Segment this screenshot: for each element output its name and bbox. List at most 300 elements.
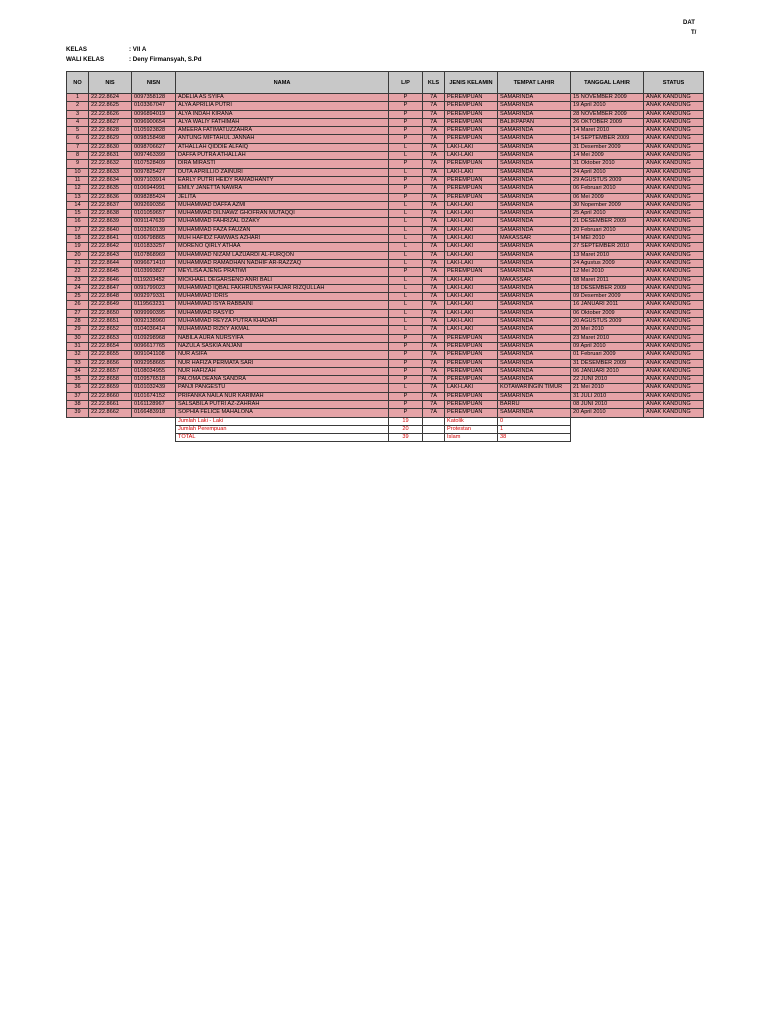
class-cell: 7A xyxy=(423,201,445,209)
nisn-cell: 0161128967 xyxy=(132,400,176,408)
table-row xyxy=(67,143,704,151)
row-number: 14 xyxy=(67,201,89,209)
class-cell: 7A xyxy=(423,152,445,160)
status-cell: ANAK KANDUNG xyxy=(644,143,704,151)
nis-cell: 22.22.8641 xyxy=(89,235,132,243)
nis-cell: 22.22.8647 xyxy=(89,284,132,292)
table-row xyxy=(67,351,704,359)
birthplace-cell: BARRU xyxy=(498,400,571,408)
row-number: 10 xyxy=(67,168,89,176)
row-number: 3 xyxy=(67,110,89,118)
nisn-cell: 0096671410 xyxy=(132,259,176,267)
gender-cell: PEREMPUAN xyxy=(445,185,498,193)
gender-cell: LAKI-LAKI xyxy=(445,218,498,226)
gender-code-cell: L xyxy=(389,284,423,292)
birthdate-cell: 20 Februari 2010 xyxy=(571,226,644,234)
gender-cell: PEREMPUAN xyxy=(445,193,498,201)
birthplace-cell: SAMARINDA xyxy=(498,110,571,118)
birthplace-cell: SAMARINDA xyxy=(498,160,571,168)
name-cell: ANTUNG MIFTAHUL JANNAH xyxy=(176,135,389,143)
gender-cell: PEREMPUAN xyxy=(445,135,498,143)
class-cell: 7A xyxy=(423,392,445,400)
name-cell: MUH HAFIDZ FAWWAS AZHARI xyxy=(176,235,389,243)
nisn-cell: 0104036414 xyxy=(132,326,176,334)
class-cell: 7A xyxy=(423,326,445,334)
nisn-cell: 0103993827 xyxy=(132,268,176,276)
nisn-cell: 0166483918 xyxy=(132,409,176,417)
table-row xyxy=(67,400,704,408)
nis-cell: 22.22.8645 xyxy=(89,268,132,276)
table-row xyxy=(67,243,704,251)
nisn-cell: 0097358128 xyxy=(132,94,176,102)
row-number: 32 xyxy=(67,351,89,359)
status-cell: ANAK KANDUNG xyxy=(644,226,704,234)
birthplace-cell: SAMARINDA xyxy=(498,334,571,342)
class-cell: 7A xyxy=(423,185,445,193)
name-cell: JELITA xyxy=(176,193,389,201)
gender-code-cell: P xyxy=(389,268,423,276)
gender-cell: PEREMPUAN xyxy=(445,334,498,342)
row-number: 13 xyxy=(67,193,89,201)
row-number: 22 xyxy=(67,268,89,276)
birthplace-cell: SAMARINDA xyxy=(498,293,571,301)
birthdate-cell: 25 April 2010 xyxy=(571,210,644,218)
gender-cell: LAKI-LAKI xyxy=(445,326,498,334)
table-row xyxy=(67,127,704,135)
birthplace-cell: SAMARINDA xyxy=(498,359,571,367)
birthdate-cell: 14 SEPTEMBER 2009 xyxy=(571,135,644,143)
gender-code-cell: L xyxy=(389,143,423,151)
birthplace-cell: SAMARINDA xyxy=(498,409,571,417)
table-row xyxy=(67,168,704,176)
birthdate-cell: 20 April 2010 xyxy=(571,409,644,417)
gender-code-cell: L xyxy=(389,309,423,317)
name-cell: PALOMA DEANA SANDRA xyxy=(176,376,389,384)
gender-code-cell: L xyxy=(389,251,423,259)
nisn-cell: 0092690356 xyxy=(132,201,176,209)
birthdate-cell: 19 April 2010 xyxy=(571,102,644,110)
birthdate-cell: 27 SEPTEMBER 2010 xyxy=(571,243,644,251)
table-row xyxy=(67,376,704,384)
nisn-cell: 0091041108 xyxy=(132,351,176,359)
gender-cell: PEREMPUAN xyxy=(445,376,498,384)
summary-value: 19 xyxy=(389,417,423,425)
status-cell: ANAK KANDUNG xyxy=(644,176,704,184)
status-cell: ANAK KANDUNG xyxy=(644,351,704,359)
status-cell: ANAK KANDUNG xyxy=(644,168,704,176)
col-header: NO xyxy=(67,72,89,94)
nis-cell: 22.22.8649 xyxy=(89,301,132,309)
birthplace-cell: SAMARINDA xyxy=(498,251,571,259)
name-cell: MUHAMMAD DILNAWZ GHOFRAN MUTAQQI xyxy=(176,210,389,218)
table-row xyxy=(67,201,704,209)
nis-cell: 22.22.8638 xyxy=(89,210,132,218)
row-number: 11 xyxy=(67,176,89,184)
birthdate-cell: 12 Mei 2010 xyxy=(571,268,644,276)
name-cell: PRIFANKA NAILA NUR KARIMAH xyxy=(176,392,389,400)
nisn-cell: 0106944991 xyxy=(132,185,176,193)
religion-value: 38 xyxy=(498,434,571,442)
birthplace-cell: MAKASSAR xyxy=(498,235,571,243)
gender-cell: PEREMPUAN xyxy=(445,118,498,126)
birthdate-cell: 29 AGUSTUS 2009 xyxy=(571,176,644,184)
row-number: 35 xyxy=(67,376,89,384)
birthdate-cell: 24 April 2010 xyxy=(571,168,644,176)
nisn-cell: 0098285424 xyxy=(132,193,176,201)
class-cell: 7A xyxy=(423,210,445,218)
table-row xyxy=(67,259,704,267)
gender-cell: LAKI-LAKI xyxy=(445,152,498,160)
birthplace-cell: SAMARINDA xyxy=(498,259,571,267)
status-cell: ANAK KANDUNG xyxy=(644,110,704,118)
gender-code-cell: P xyxy=(389,351,423,359)
name-cell: DUTA APRILLIO ZAINURI xyxy=(176,168,389,176)
gender-code-cell: L xyxy=(389,168,423,176)
class-cell: 7A xyxy=(423,176,445,184)
status-cell: ANAK KANDUNG xyxy=(644,201,704,209)
table-row xyxy=(67,318,704,326)
birthdate-cell: 08 Maret 2011 xyxy=(571,276,644,284)
status-cell: ANAK KANDUNG xyxy=(644,235,704,243)
name-cell: MICKHAEL DEGARSENO ANRI BALI xyxy=(176,276,389,284)
gender-code-cell: L xyxy=(389,259,423,267)
name-cell: ATHALLAH QIDDIE ALFAIQ xyxy=(176,143,389,151)
gender-code-cell: L xyxy=(389,384,423,392)
nisn-cell: 0107868969 xyxy=(132,251,176,259)
table-header-row xyxy=(67,72,704,94)
gender-code-cell: P xyxy=(389,94,423,102)
nis-cell: 22.22.8650 xyxy=(89,309,132,317)
birthdate-cell: 14 Maret 2010 xyxy=(571,127,644,135)
nis-cell: 22.22.8625 xyxy=(89,102,132,110)
gender-code-cell: L xyxy=(389,318,423,326)
nis-cell: 22.22.8653 xyxy=(89,334,132,342)
kelas-line xyxy=(66,46,146,53)
table-row xyxy=(67,359,704,367)
status-cell: ANAK KANDUNG xyxy=(644,326,704,334)
table-row xyxy=(67,251,704,259)
nisn-cell: 0106798865 xyxy=(132,235,176,243)
birthdate-cell: 26 OKTOBER 2009 xyxy=(571,118,644,126)
row-number: 39 xyxy=(67,409,89,417)
class-cell: 7A xyxy=(423,318,445,326)
table-row xyxy=(67,309,704,317)
nisn-cell: 0119563231 xyxy=(132,301,176,309)
gender-cell: LAKI-LAKI xyxy=(445,276,498,284)
nis-cell: 22.22.8659 xyxy=(89,384,132,392)
row-number: 38 xyxy=(67,400,89,408)
class-cell: 7A xyxy=(423,218,445,226)
birthplace-cell: KOTAWARINGIN TIMUR xyxy=(498,384,571,392)
gender-code-cell: L xyxy=(389,226,423,234)
wali-kelas-line xyxy=(66,56,202,63)
nis-cell: 22.22.8634 xyxy=(89,176,132,184)
name-cell: AMEERA FATIMATUZZAHRA xyxy=(176,127,389,135)
row-number: 9 xyxy=(67,160,89,168)
row-number: 30 xyxy=(67,334,89,342)
nis-cell: 22.22.8624 xyxy=(89,94,132,102)
birthdate-cell: 06 Mei 2009 xyxy=(571,193,644,201)
gender-cell: LAKI-LAKI xyxy=(445,243,498,251)
nis-cell: 22.22.8651 xyxy=(89,318,132,326)
wali-kelas-value: : Deny Firmansyah, S.Pd xyxy=(129,56,202,63)
birthdate-cell: 20 Mei 2010 xyxy=(571,326,644,334)
gender-cell: PEREMPUAN xyxy=(445,392,498,400)
birthdate-cell: 24 Agustus 2009 xyxy=(571,259,644,267)
status-cell: ANAK KANDUNG xyxy=(644,218,704,226)
class-cell: 7A xyxy=(423,367,445,375)
wali-kelas-label: WALI KELAS xyxy=(66,56,105,63)
nis-cell: 22.22.8632 xyxy=(89,160,132,168)
birthplace-cell: SAMARINDA xyxy=(498,102,571,110)
table-row xyxy=(67,284,704,292)
table-row xyxy=(67,160,704,168)
status-cell: ANAK KANDUNG xyxy=(644,384,704,392)
birthplace-cell: SAMARINDA xyxy=(498,135,571,143)
status-cell: ANAK KANDUNG xyxy=(644,342,704,350)
row-number: 25 xyxy=(67,293,89,301)
birthdate-cell: 06 Oktober 2009 xyxy=(571,309,644,317)
nis-cell: 22.22.8662 xyxy=(89,409,132,417)
gender-cell: PEREMPUAN xyxy=(445,400,498,408)
nisn-cell: 0097103914 xyxy=(132,176,176,184)
status-cell: ANAK KANDUNG xyxy=(644,127,704,135)
birthplace-cell: SAMARINDA xyxy=(498,210,571,218)
table-row xyxy=(67,110,704,118)
nisn-cell: 0109298968 xyxy=(132,334,176,342)
birthdate-cell: 15 NOVEMBER 2009 xyxy=(571,94,644,102)
class-cell: 7A xyxy=(423,409,445,417)
row-number: 31 xyxy=(67,342,89,350)
name-cell: EARLY PUTRI HEIDY RAMADHANTY xyxy=(176,176,389,184)
nis-cell: 22.22.8629 xyxy=(89,135,132,143)
table-row xyxy=(67,135,704,143)
class-cell: 7A xyxy=(423,276,445,284)
birthplace-cell: SAMARINDA xyxy=(498,218,571,226)
gender-code-cell: L xyxy=(389,210,423,218)
birthplace-cell: SAMARINDA xyxy=(498,176,571,184)
birthdate-cell: 31 Oktober 2010 xyxy=(571,160,644,168)
status-cell: ANAK KANDUNG xyxy=(644,160,704,168)
name-cell: MUHAMMAD RIZKY AKMAL xyxy=(176,326,389,334)
status-cell: ANAK KANDUNG xyxy=(644,94,704,102)
nis-cell: 22.22.8652 xyxy=(89,326,132,334)
nis-cell: 22.22.8639 xyxy=(89,218,132,226)
status-cell: ANAK KANDUNG xyxy=(644,367,704,375)
row-number: 24 xyxy=(67,284,89,292)
class-cell: 7A xyxy=(423,143,445,151)
nisn-cell: 0103260139 xyxy=(132,226,176,234)
table-row xyxy=(67,409,704,417)
birthdate-cell: 14 MEI 2010 xyxy=(571,235,644,243)
nis-cell: 22.22.8627 xyxy=(89,118,132,126)
table-row xyxy=(67,226,704,234)
nisn-cell: 0091147639 xyxy=(132,218,176,226)
status-cell: ANAK KANDUNG xyxy=(644,251,704,259)
nis-cell: 22.22.8640 xyxy=(89,226,132,234)
nisn-cell: 0092958665 xyxy=(132,359,176,367)
col-header: TEMPAT LAHIR xyxy=(498,72,571,94)
birthplace-cell: SAMARINDA xyxy=(498,326,571,334)
name-cell: DAFFA PUTRA ATHALLAH xyxy=(176,152,389,160)
birthplace-cell: SAMARINDA xyxy=(498,168,571,176)
status-cell: ANAK KANDUNG xyxy=(644,309,704,317)
religion-label: Islam xyxy=(445,434,498,442)
gender-code-cell: P xyxy=(389,342,423,350)
gender-cell: PEREMPUAN xyxy=(445,342,498,350)
row-number: 4 xyxy=(67,118,89,126)
gender-code-cell: P xyxy=(389,367,423,375)
gender-cell: LAKI-LAKI xyxy=(445,284,498,292)
row-number: 18 xyxy=(67,235,89,243)
name-cell: MUHAMMAD IDRIS xyxy=(176,293,389,301)
table-row xyxy=(67,185,704,193)
class-cell: 7A xyxy=(423,243,445,251)
gender-code-cell: P xyxy=(389,127,423,135)
birthplace-cell: BALIKPAPAN xyxy=(498,118,571,126)
class-cell: 7A xyxy=(423,127,445,135)
nis-cell: 22.22.8660 xyxy=(89,392,132,400)
class-cell: 7A xyxy=(423,226,445,234)
religion-value: 1 xyxy=(498,425,571,433)
summary-row xyxy=(67,417,704,425)
birthdate-cell: 14 Mei 2009 xyxy=(571,152,644,160)
page-corner-text-1: DAT xyxy=(683,20,695,26)
nisn-cell: 0119203452 xyxy=(132,276,176,284)
gender-code-cell: P xyxy=(389,118,423,126)
gender-code-cell: P xyxy=(389,400,423,408)
birthplace-cell: SAMARINDA xyxy=(498,342,571,350)
nis-cell: 22.22.8642 xyxy=(89,243,132,251)
status-cell: ANAK KANDUNG xyxy=(644,400,704,408)
gender-code-cell: P xyxy=(389,193,423,201)
row-number: 21 xyxy=(67,259,89,267)
name-cell: NAZULA SASKIA ANJANI xyxy=(176,342,389,350)
religion-label: Katolik xyxy=(445,417,498,425)
birthdate-cell: 18 DESEMBER 2009 xyxy=(571,284,644,292)
name-cell: ALYA APRILIA PUTRI xyxy=(176,102,389,110)
gender-cell: LAKI-LAKI xyxy=(445,210,498,218)
birthdate-cell: 28 NOVEMBER 2009 xyxy=(571,110,644,118)
row-number: 2 xyxy=(67,102,89,110)
name-cell: MUHAMMAD REYZA PUTRA KHADAFI xyxy=(176,318,389,326)
class-cell: 7A xyxy=(423,301,445,309)
name-cell: MUHAMMAD DAFFA AZMI xyxy=(176,201,389,209)
class-cell: 7A xyxy=(423,359,445,367)
class-cell: 7A xyxy=(423,351,445,359)
nis-cell: 22.22.8644 xyxy=(89,259,132,267)
status-cell: ANAK KANDUNG xyxy=(644,318,704,326)
nis-cell: 22.22.8631 xyxy=(89,152,132,160)
class-cell: 7A xyxy=(423,251,445,259)
status-cell: ANAK KANDUNG xyxy=(644,276,704,284)
gender-cell: PEREMPUAN xyxy=(445,110,498,118)
nisn-cell: 0107528409 xyxy=(132,160,176,168)
gender-cell: LAKI-LAKI xyxy=(445,293,498,301)
nisn-cell: 0108034955 xyxy=(132,367,176,375)
nisn-cell: 0103367047 xyxy=(132,102,176,110)
birthplace-cell: MAKASSAR xyxy=(498,276,571,284)
table-row xyxy=(67,326,704,334)
table-row xyxy=(67,176,704,184)
nisn-cell: 0091799023 xyxy=(132,284,176,292)
table-row xyxy=(67,235,704,243)
nisn-cell: 0109576518 xyxy=(132,376,176,384)
name-cell: MORENO QIRLY ATHAA xyxy=(176,243,389,251)
nisn-cell: 0092979331 xyxy=(132,293,176,301)
birthplace-cell: SAMARINDA xyxy=(498,201,571,209)
table-row xyxy=(67,193,704,201)
gender-code-cell: L xyxy=(389,301,423,309)
birthdate-cell: 08 JUNI 2010 xyxy=(571,400,644,408)
gender-code-cell: P xyxy=(389,185,423,193)
name-cell: MUHAMMAD IQBAL FAKHRUNSYAH FAJAR RIZQULLAH xyxy=(176,284,389,292)
nisn-cell: 0101032439 xyxy=(132,384,176,392)
row-number: 36 xyxy=(67,384,89,392)
class-cell: 7A xyxy=(423,400,445,408)
status-cell: ANAK KANDUNG xyxy=(644,409,704,417)
nis-cell: 22.22.8654 xyxy=(89,342,132,350)
nisn-cell: 0099990395 xyxy=(132,309,176,317)
gender-code-cell: P xyxy=(389,110,423,118)
name-cell: MUHAMMAD FAHRIZAL DZAKY xyxy=(176,218,389,226)
summary-body xyxy=(67,417,704,442)
gender-cell: PEREMPUAN xyxy=(445,127,498,135)
name-cell: MUHAMMAD RAMADHAN NADHIF AR-RAZZAQ xyxy=(176,259,389,267)
row-number: 5 xyxy=(67,127,89,135)
name-cell: MUHAMMAD NIZAM LAZUARDI AL-FURQON xyxy=(176,251,389,259)
page-corner-text-2: T/ xyxy=(691,30,697,36)
col-header: NAMA xyxy=(176,72,389,94)
gender-cell: LAKI-LAKI xyxy=(445,226,498,234)
name-cell: MEYLISA AJENG PRATIWI xyxy=(176,268,389,276)
nisn-cell: 0096617765 xyxy=(132,342,176,350)
birthplace-cell: SAMARINDA xyxy=(498,376,571,384)
birthplace-cell: SAMARINDA xyxy=(498,392,571,400)
name-cell: NUR HAFIZAH xyxy=(176,367,389,375)
class-cell: 7A xyxy=(423,268,445,276)
gender-cell: LAKI-LAKI xyxy=(445,384,498,392)
nis-cell: 22.22.8656 xyxy=(89,359,132,367)
name-cell: ADELIA AS SYIFA xyxy=(176,94,389,102)
birthdate-cell: 31 DESEMBER 2009 xyxy=(571,359,644,367)
class-cell: 7A xyxy=(423,135,445,143)
status-cell: ANAK KANDUNG xyxy=(644,392,704,400)
gender-code-cell: P xyxy=(389,359,423,367)
birthplace-cell: SAMARINDA xyxy=(498,367,571,375)
summary-value: 20 xyxy=(389,425,423,433)
birthplace-cell: SAMARINDA xyxy=(498,226,571,234)
nis-cell: 22.22.8626 xyxy=(89,110,132,118)
gender-code-cell: L xyxy=(389,152,423,160)
gender-code-cell: L xyxy=(389,243,423,251)
gender-cell: PEREMPUAN xyxy=(445,176,498,184)
nisn-cell: 0097825427 xyxy=(132,168,176,176)
name-cell: ALYA WALIY FATHIMAH xyxy=(176,118,389,126)
gender-cell: PEREMPUAN xyxy=(445,160,498,168)
summary-label: TOTAL xyxy=(176,434,389,442)
name-cell: PANJI PANGESTU xyxy=(176,384,389,392)
status-cell: ANAK KANDUNG xyxy=(644,118,704,126)
table-row xyxy=(67,268,704,276)
name-cell: EMILY JANETTA NAWRA xyxy=(176,185,389,193)
row-number: 15 xyxy=(67,210,89,218)
table-row xyxy=(67,118,704,126)
birthdate-cell: 20 AGUSTUS 2009 xyxy=(571,318,644,326)
summary-value: 39 xyxy=(389,434,423,442)
row-number: 23 xyxy=(67,276,89,284)
class-cell: 7A xyxy=(423,259,445,267)
